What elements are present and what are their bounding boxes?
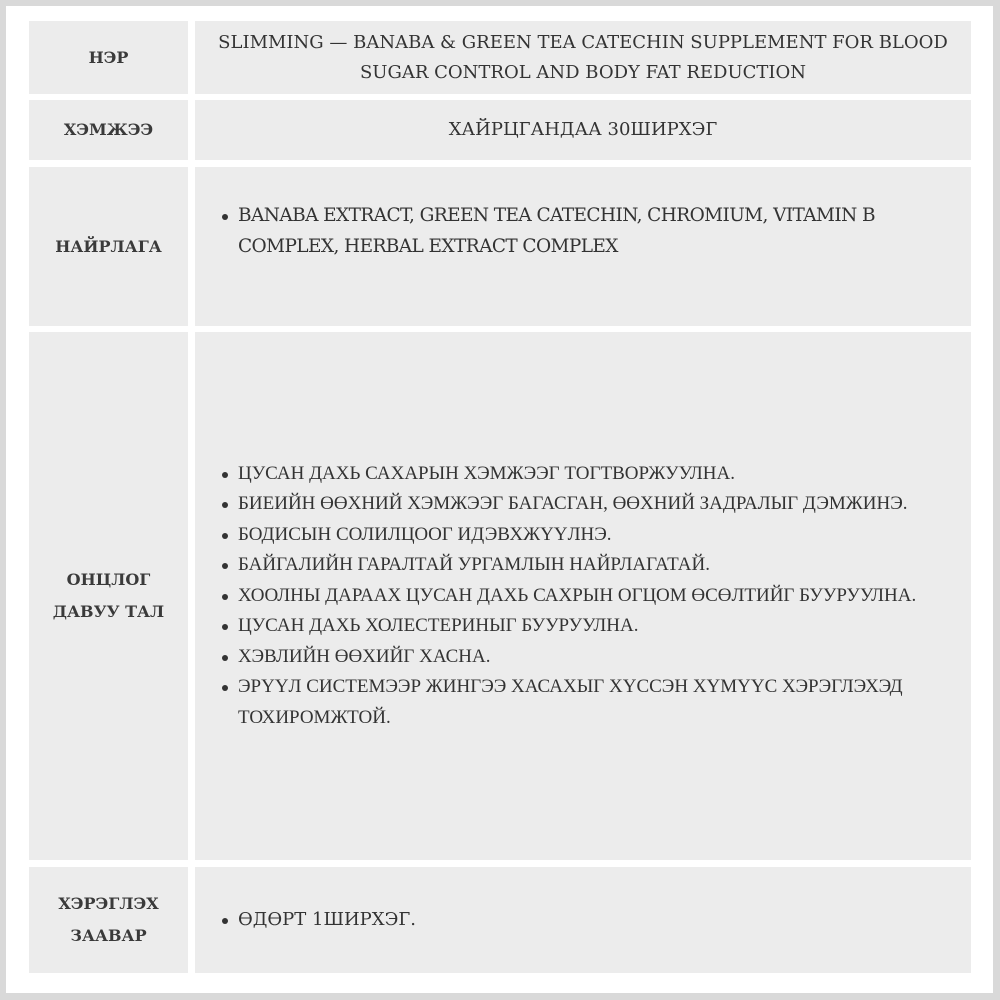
label-ingredients — [29, 167, 188, 326]
benefit-item: ЦУСАН ДАХЬ ХОЛЕСТЕРИНЫГ БУУРУУЛНА. — [238, 611, 941, 642]
label-size-text: ХЭМЖЭЭ — [63, 120, 154, 139]
label-name — [29, 21, 188, 94]
benefit-item: БОДИСЫН СОЛИЛЦООГ ИДЭВХЖҮҮЛНЭ. — [238, 520, 941, 551]
value-name — [195, 21, 971, 94]
product-name-text: SLIMMING — BANABA & GREEN TEA CATECHIN SUPPLEMENT FOR BLOOD SUGAR CONTROL AND BODY FAT REDUCTION — [218, 31, 948, 83]
benefits-list — [217, 459, 941, 734]
label-benefits — [29, 332, 188, 860]
label-benefits-text: ОНЦЛОГ ДАВУУ ТАЛ — [52, 570, 165, 621]
benefit-item: БИЕИЙН ӨӨХНИЙ ХЭМЖЭЭГ БАГАСГАН, ӨӨХНИЙ ЗАДРАЛЫГ ДЭМЖИНЭ. — [238, 489, 941, 520]
value-size — [195, 100, 971, 160]
benefit-item: ХООЛНЫ ДАРААХ ЦУСАН ДАХЬ САХРЫН ОГЦОМ ӨСӨЛТИЙГ БУУРУУЛНА. — [238, 581, 941, 612]
product-size-text: ХАЙРЦГАНДАА 30ШИРХЭГ — [448, 119, 718, 140]
usage-list — [217, 905, 416, 936]
benefit-item: ЭРҮҮЛ СИСТЕМЭЭР ЖИНГЭЭ ХАСАХЫГ ХҮССЭН ХҮМҮҮС ХЭРЭГЛЭХЭД ТОХИРОМЖТОЙ. — [238, 672, 941, 733]
ingredients-list — [217, 201, 941, 262]
value-benefits — [195, 332, 971, 860]
value-usage — [195, 867, 971, 973]
value-ingredients — [195, 167, 971, 326]
benefit-item: ХЭВЛИЙН ӨӨХИЙГ ХАСНА. — [238, 642, 941, 673]
usage-item: ӨДӨРТ 1ШИРХЭГ. — [238, 905, 416, 936]
ingredient-item: BANABA EXTRACT, GREEN TEA CATECHIN, CHROMIUM, VITAMIN B COMPLEX, HERBAL EXTRACT COMPLEX — [238, 201, 941, 262]
benefit-item: ЦУСАН ДАХЬ САХАРЫН ХЭМЖЭЭГ ТОГТВОРЖУУЛНА. — [238, 459, 941, 490]
label-size — [29, 100, 188, 160]
label-usage — [29, 867, 188, 973]
label-ingredients-text: НАЙРЛАГА — [55, 236, 162, 256]
label-name-text: НЭР — [88, 47, 129, 67]
label-usage-text: ХЭРЭГЛЭХ ЗААВАР — [58, 894, 159, 945]
benefit-item: БАЙГАЛИЙН ГАРАЛТАЙ УРГАМЛЫН НАЙРЛАГАТАЙ. — [238, 550, 941, 581]
